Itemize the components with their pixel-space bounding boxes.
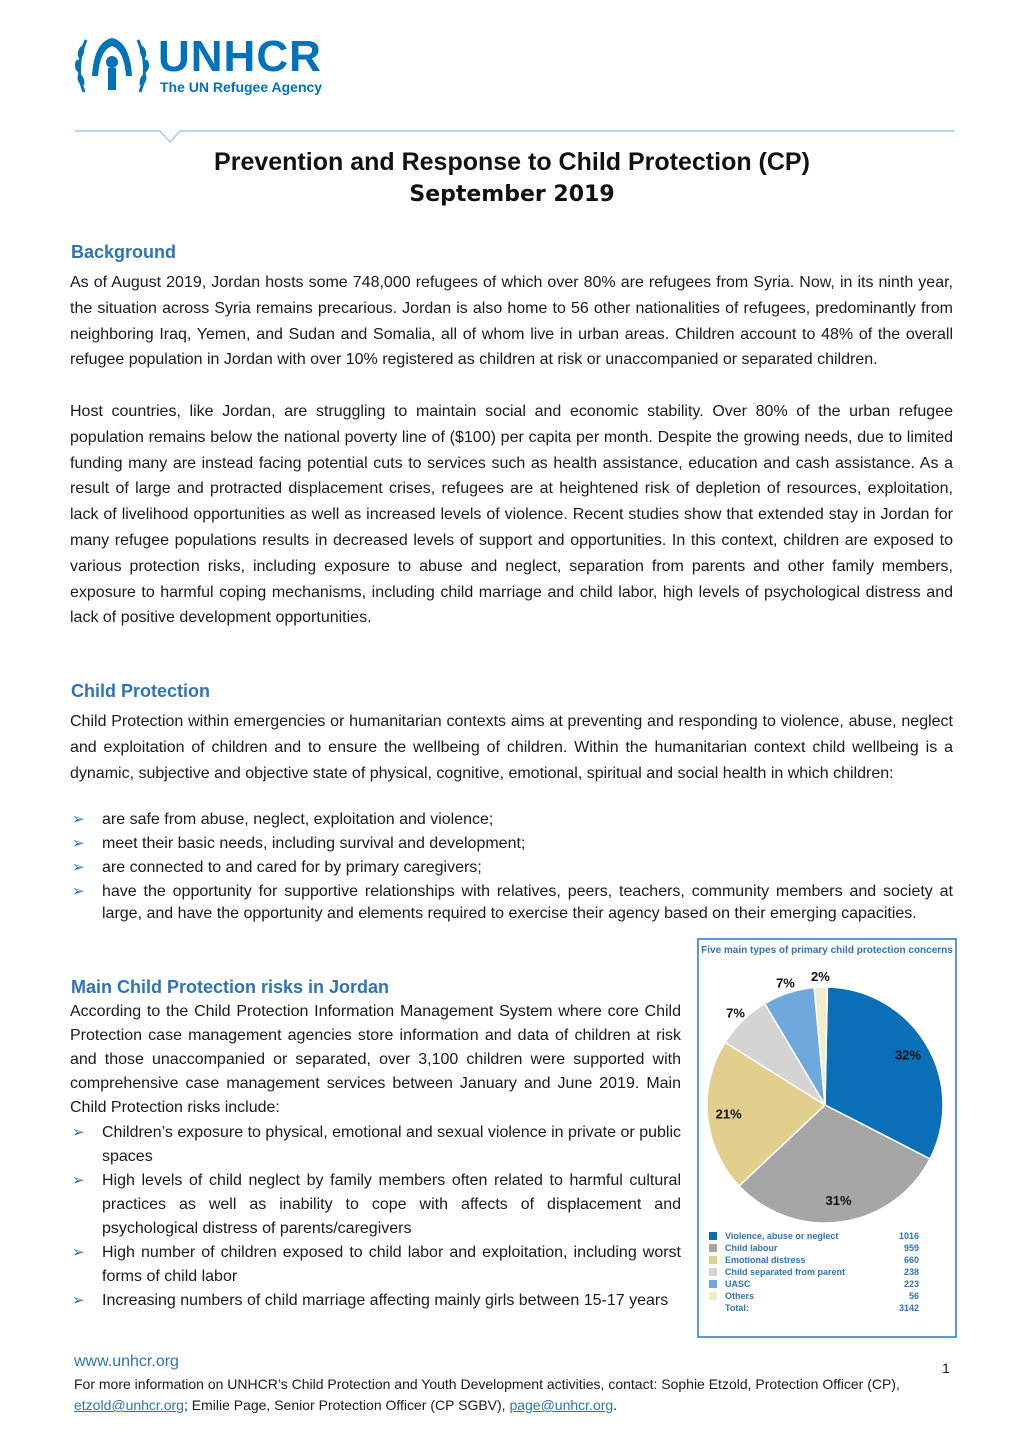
legend-label: Child labour (725, 1243, 778, 1253)
legend-label: Child separated from parent (725, 1267, 846, 1277)
org-logo-text: UNHCR (158, 32, 322, 81)
list-item: ➢ High levels of child neglect by family members often related to harmful cultural practices as well as inability to cope with affects of displacement and psychological distress of parents/caregivers (70, 1169, 681, 1241)
legend-swatch (709, 1256, 717, 1264)
list-item: ➢ meet their basic needs, including survival and development; (70, 833, 953, 855)
arrow-bullet-icon: ➢ (72, 1292, 85, 1309)
legend-value: 1016 (898, 1231, 919, 1241)
arrow-bullet-icon: ➢ (72, 859, 85, 876)
legend-total-label: Total: (725, 1303, 749, 1313)
legend-item (709, 1278, 919, 1290)
concerns-chart (697, 938, 957, 1338)
risks-list (70, 1121, 681, 1313)
list-item: ➢ Children’s exposure to physical, emotional and sexual violence in private or public spaces (70, 1121, 681, 1169)
child-protection-heading: Child Protection (71, 681, 210, 701)
email-link-etzold[interactable]: etzold@unhcr.org (74, 1397, 184, 1413)
contact-note: For more information on UNHCR’s Child Protection and Youth Development activities, contact: Sophie Etzold, Protection Officer (CP), etzold@unhcr.org; Emilie Page, Senior Protection Officer (CP SGBV), page@unhcr.org. (74, 1376, 900, 1413)
list-item: ➢ High number of children exposed to child labor and exploitation, including worst forms of child labor (70, 1241, 681, 1289)
legend-value: 223 (903, 1279, 919, 1289)
pie-percent-label: 32% (895, 1047, 922, 1063)
legend-swatch (709, 1268, 717, 1276)
pie-percent-label: 7% (776, 975, 795, 991)
risks-intro: According to the Child Protection Information Management System where core Child Protection case management agencies store information and data of children at risk and those unaccompanied or separated, over 3,100 children were supported with comprehensive case management services between January and June 2019. Main Child Protection risks include: (70, 1003, 681, 1116)
website-link[interactable]: www.unhcr.org (74, 1353, 179, 1370)
legend-item (709, 1266, 919, 1278)
pie-percent-label: 7% (726, 1005, 745, 1021)
page-number: 1 (942, 1360, 950, 1376)
list-item: ➢ have the opportunity for supportive relationships with relatives, peers, teachers, community members and society at large, and have the opportunity and elements required to exercise their agency based on their emerging capacities. (72, 883, 953, 922)
pie-chart (699, 970, 955, 1250)
legend-label: UASC (725, 1279, 751, 1289)
legend-value: 56 (908, 1291, 919, 1301)
pie-percent-label: 21% (715, 1106, 742, 1122)
legend-item (709, 1290, 919, 1302)
legend-swatch (709, 1292, 717, 1300)
arrow-bullet-icon: ➢ (72, 1244, 85, 1261)
arrow-bullet-icon: ➢ (72, 1172, 85, 1189)
arrow-bullet-icon: ➢ (72, 835, 85, 852)
list-item: ➢ Increasing numbers of child marriage affecting mainly girls between 15-17 years (70, 1289, 681, 1313)
org-tagline: The UN Refugee Agency (160, 79, 323, 95)
background-paragraph-1: As of August 2019, Jordan hosts some 748,000 refugees of which over 80% are refugees from Syria. Now, in its ninth year, the situation across Syria remains precarious. Jordan is also home to 56 other nationalities of refugees, predominantly from neighboring Iraq, Yemen, and Sudan and Somalia, all of whom live in urban areas. Children account to 48% of the overall refugee population in Jordan with over 10% registered as children at risk or unaccompanied or separated children. (70, 274, 953, 369)
legend-total (709, 1302, 919, 1314)
background-paragraph-2: Host countries, like Jordan, are struggling to maintain social and economic stability. Over 80% of the urban refugee population remains below the national poverty line of ($100) per capita per month. Despite the growing needs, due to limited funding many are instead facing potential cuts to services such as health assistance, education and cash assistance. As a result of large and protracted displacement crises, refugees are at heightened risk of depletion of resources, exploitation, lack of livelihood opportunities as well as increased levels of violence. Recent studies show that extended stay in Jordan for many refugee populations results in decreased levels of support and opportunities. In this context, children are exposed to various protection risks, including exposure to abuse and neglect, separation from parents and other family members, exposure to harmful coping mechanisms, including child marriage and child labor, high levels of psychological distress and lack of positive development opportunities. (70, 403, 953, 627)
child-protection-intro: Child Protection within emergencies or humanitarian contexts aims at preventing and responding to violence, abuse, neglect and exploitation of children and to ensure the wellbeing of children. Within the humanitarian context child wellbeing is a dynamic, subjective and objective state of physical, cognitive, emotional, spiritual and social health in which children: (70, 713, 953, 782)
email-link-page[interactable]: page@unhcr.org (509, 1397, 614, 1413)
legend-label: Violence, abuse or neglect (725, 1231, 839, 1241)
pie-percent-label: 2% (811, 970, 830, 985)
legend-swatch (709, 1244, 717, 1252)
risks-heading: Main Child Protection risks in Jordan (71, 977, 390, 997)
arrow-bullet-icon: ➢ (72, 1124, 85, 1141)
legend-swatch (709, 1232, 717, 1240)
arrow-bullet-icon: ➢ (72, 883, 85, 900)
legend-value: 959 (903, 1243, 919, 1253)
unhcr-emblem-icon (72, 32, 152, 98)
list-item: ➢ are connected to and cared for by primary caregivers; (70, 857, 953, 879)
wellbeing-list (70, 809, 953, 925)
legend-value: 238 (903, 1267, 919, 1277)
legend-item (709, 1230, 919, 1242)
legend-value: 660 (903, 1255, 919, 1265)
legend-item (709, 1254, 919, 1266)
chart-title: Five main types of primary child protection concerns (701, 945, 953, 956)
legend-swatch (709, 1280, 717, 1288)
page-subtitle: September 2019 (409, 182, 615, 207)
background-heading: Background (71, 242, 177, 262)
pie-percent-label: 31% (825, 1192, 852, 1208)
legend-label: Others (725, 1291, 755, 1301)
legend-label: Emotional distress (725, 1255, 806, 1265)
arrow-bullet-icon: ➢ (72, 811, 85, 828)
legend-item (709, 1242, 919, 1254)
chart-legend (709, 1230, 919, 1314)
list-item: ➢ are safe from abuse, neglect, exploitation and violence; (70, 809, 953, 831)
legend-total-value: 3142 (898, 1303, 919, 1313)
page-title: Prevention and Response to Child Protection (CP) (214, 148, 810, 176)
